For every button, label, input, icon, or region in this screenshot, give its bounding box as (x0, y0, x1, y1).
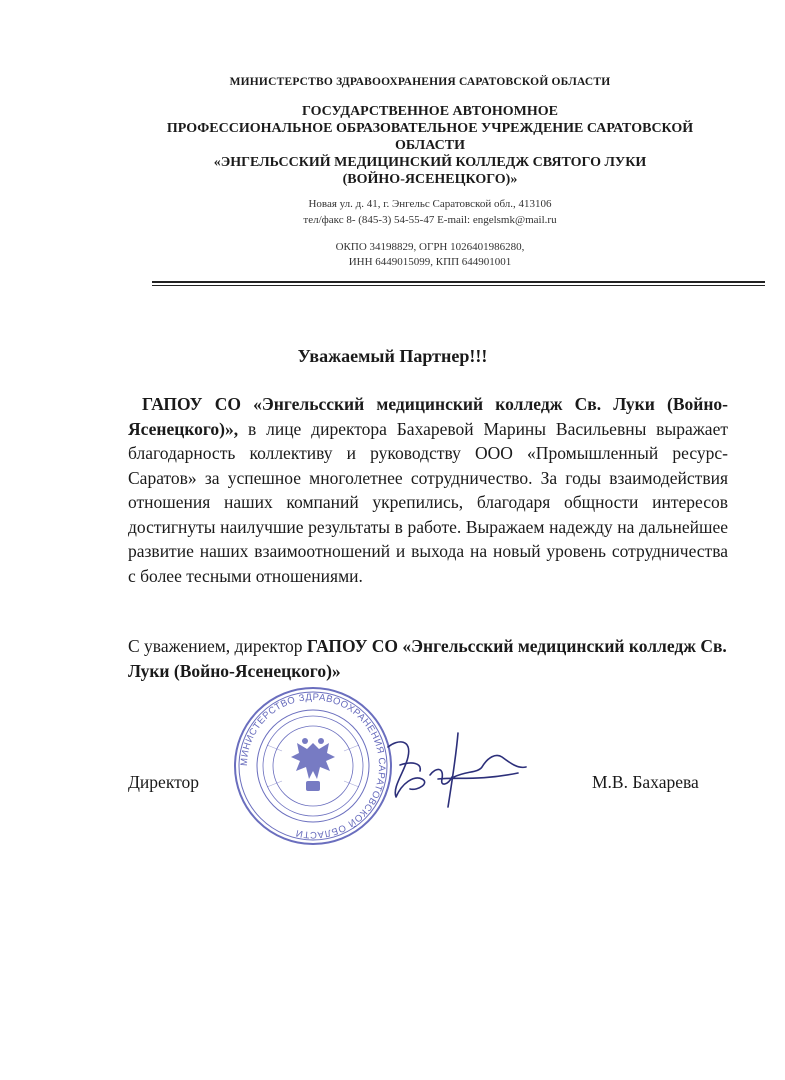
sender-name: ГАПОУ СО «Энгельсский медицинский колледж Св. Луки (Войно-Ясенецкого)», (128, 394, 728, 439)
letter-paragraph (128, 392, 728, 588)
org-line: ПРОФЕССИОНАЛЬНОЕ ОБРАЗОВАТЕЛЬНОЕ УЧРЕЖДЕНИЕ САРАТОВСКОЙ (166, 121, 694, 136)
org-line: «ЭНГЕЛЬССКИЙ МЕДИЦИНСКИЙ КОЛЛЕДЖ СВЯТОГО ЛУКИ (213, 155, 647, 170)
paragraph-text: в лице директора Бахаревой Марины Васильевны выражает благодарность коллективу и руководству ООО «Промышленный ресурс-Саратов» за успешное многолетнее сотрудничество. За годы взаимодействия отношения наших компаний укрепились, благодаря общности интересов достигнуты наилучшие результаты в работе. Выражаем надежду на дальнейшее развитие наших взаимоотношений и выхода на новый уровень сотрудничества с более тесными отношениями. (128, 418, 728, 586)
handwritten-signature (378, 727, 530, 815)
contacts: тел/факс 8- (845-3) 54-55-47 E-mail: engelsmk@mail.ru (303, 214, 557, 226)
registration-codes: ОКПО 34198829, ОГРН 1026401986280, (335, 241, 525, 253)
greeting: Уважаемый Партнер!!! (297, 346, 488, 366)
registration-block (180, 240, 680, 270)
header-divider (152, 281, 765, 283)
header-divider-thin (152, 285, 765, 286)
ministry-name: МИНИСТЕРСТВО ЗДРАВООХРАНЕНИЯ САРАТОВСКОЙ ОБЛАСТИ (229, 76, 611, 88)
organization-name (130, 103, 730, 188)
closing (128, 634, 728, 683)
closing-text: С уважением, директор (128, 636, 307, 656)
closing-org: ГАПОУ СО «Энгельсский медицинский колледж Св. Луки (Войно-Ясенецкого)» (128, 636, 727, 681)
stamp-outer-text: МИНИСТЕРСТВО ЗДРАВООХРАНЕНИЯ САРАТОВСКОЙ ОБЛАСТИ (238, 691, 388, 841)
registration-codes: ИНН 6449015099, КПП 644901001 (348, 256, 512, 268)
org-line: ГОСУДАРСТВЕННОЕ АВТОНОМНОЕ (302, 104, 558, 119)
address: Новая ул. д. 41, г. Энгельс Саратовской обл., 413106 (308, 198, 552, 210)
address-block (180, 196, 680, 228)
official-stamp (232, 685, 394, 847)
signatory-title: Директор (128, 772, 200, 792)
org-line: ОБЛАСТИ (395, 138, 465, 153)
eagle-emblem-icon (291, 738, 335, 791)
signatory-name: М.В. Бахарева (592, 772, 699, 792)
org-line: (ВОЙНО-ЯСЕНЕЦКОГО)» (342, 172, 518, 187)
